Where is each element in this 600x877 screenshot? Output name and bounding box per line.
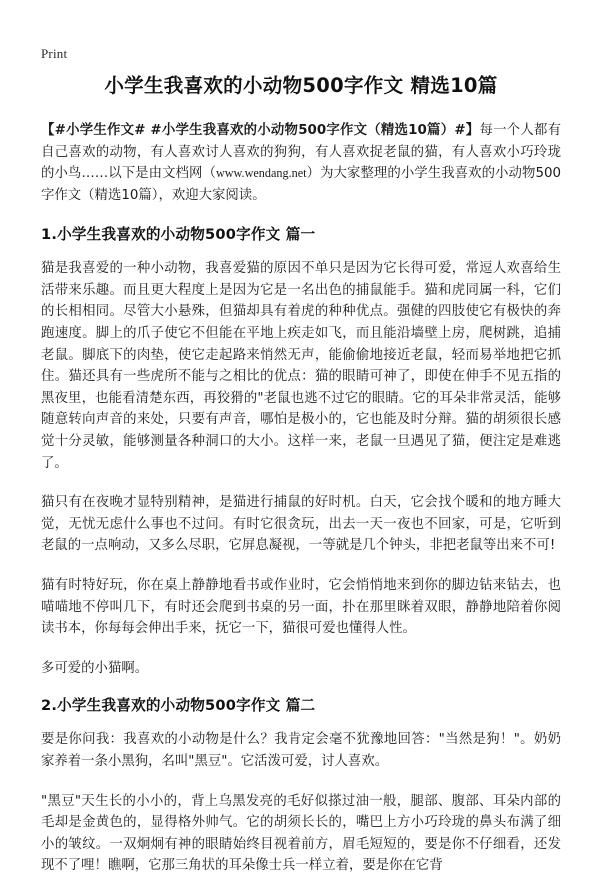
section-heading-2: 2.小学生我喜欢的小动物500字作文 篇二 — [41, 697, 316, 715]
intro-text-before-url: 每一个人都有自己喜欢的动物，有人喜欢讨人喜欢的狗狗，有人喜欢捉老鼠的猫，有人喜欢小巧玲珑的小鸟……以下是由文档网（ — [41, 123, 561, 182]
intro-text-after-url: ）为大家整理的小学生我喜欢的小动物500字作文（精选10篇），欢迎大家阅读。 — [41, 166, 562, 203]
section-1-paragraph-2: 猫只有在夜晚才显特别精神，是猫进行捕鼠的好时机。白天，它会找个暖和的地方睡大觉，无忧无虑什么事也不过问。有时它很贪玩，出去一天一夜也不回家，可是，它听到老鼠的一点响动，又多么尽职，它屏息凝视，一等就是几个钟头，非把老鼠等出来不可! — [41, 495, 561, 554]
print-label[interactable]: Print — [41, 46, 68, 61]
intro-paragraph — [41, 120, 561, 206]
source-url[interactable]: www.wendang.net — [215, 166, 307, 181]
section-1-paragraph-4: 多可爱的小猫啊。 — [41, 660, 149, 676]
section-2-paragraph-2: "黑豆"天生长的小小的，背上乌黑发亮的毛好似搽过油一般，腿部、腹部、耳朵内部的毛却是金黄色的，显得格外帅气。它的胡须长长的，嘴巴上方小巧玲珑的鼻头布满了细小的皱纹。一双炯炯有神的眼睛始终目视着前方，眉毛短短的，要是你不仔细看，还发现不了哩！瞧啊，它那三角状的耳朵像士兵一样立着，要是你在它背 — [41, 793, 561, 874]
document-content — [41, 73, 561, 877]
section-2-paragraph-1: 要是你问我：我喜欢的小动物是什么？我肯定会毫不犹豫地回答："当然是狗！"。奶奶家养着一条小黑狗，名叫"黑豆"。它活泼可爱，讨人喜欢。 — [41, 732, 561, 769]
section-heading-1: 1.小学生我喜欢的小动物500字作文 篇一 — [41, 226, 316, 244]
intro-tag: 【#小学生作文# #小学生我喜欢的小动物500字作文（精选10篇）#】 — [41, 123, 480, 139]
section-1-paragraph-3: 猫有时特好玩，你在桌上静静地看书或作业时，它会悄悄地来到你的脚边钻来钻去，也喵喵地不停叫几下，有时还会爬到书桌的另一面，扑在那里眯着双眼，静静地陪着你阅读书本，你每每会伸出手来，抚它一下，猫很可爱也懂得人性。 — [41, 578, 561, 637]
section-1-paragraph-1: 猫是我喜爱的一种小动物，我喜爱猫的原因不单只是因为它长得可爱，常逗人欢喜给生活带来乐趣。而且更大程度上是因为它是一名出色的捕鼠能手。猫和虎同属一科，它们的长相相同。尽管大小悬殊，但猫却具有着虎的种种优点。强健的四肢使它有极快的奔跑速度。脚上的爪子使它不但能在平地上疾走如飞，而且能沿墙壁上房，爬树跳，追捕老鼠。脚底下的肉垫，使它走起路来悄然无声，能偷偷地接近老鼠，轻而易举地把它抓住。猫还具有一些虎所不能与之相比的优点：猫的眼睛可神了，即使在伸手不见五指的黑夜里，也能看清楚东西，再狡猾的"老鼠也逃不过它的眼睛。它的耳朵非常灵活，能够随意转向声音的来处，只要有声音，哪怕是极小的，它也能及时分辩。猫的胡须很长感觉十分灵敏，能够测量各种洞口的大小。这样一来，老鼠一旦遇见了猫，便注定是难逃了。 — [41, 261, 561, 471]
page-title: 小学生我喜欢的小动物500字作文 精选10篇 — [104, 74, 498, 97]
